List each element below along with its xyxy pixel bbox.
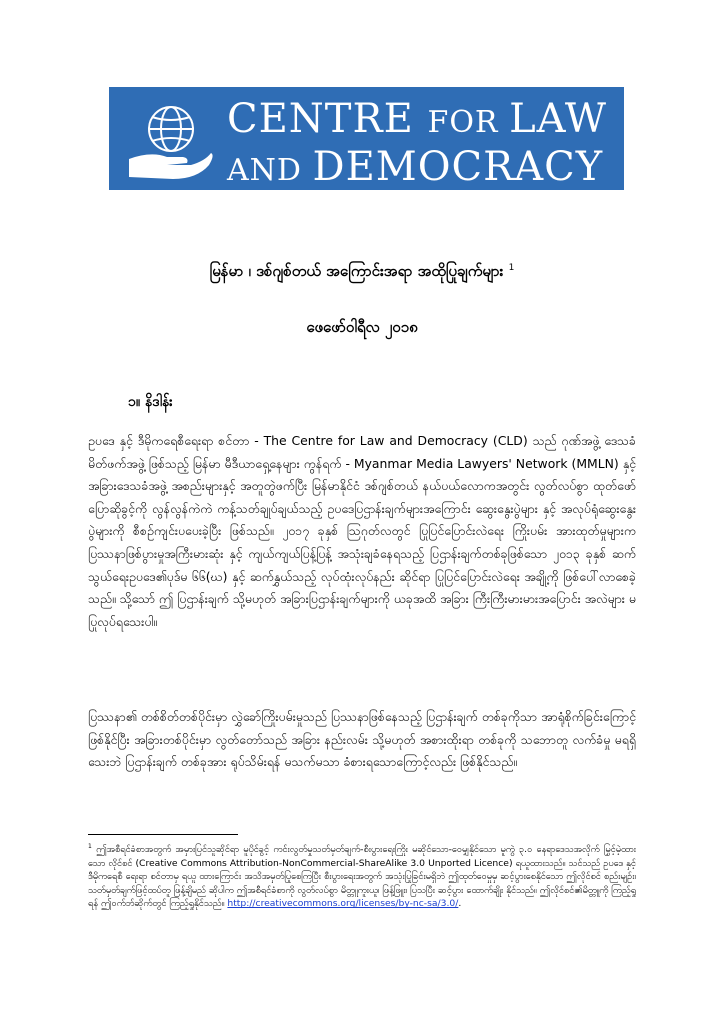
logo-word-and: AND <box>227 153 313 188</box>
footnote-divider <box>88 834 238 835</box>
document-title <box>0 262 724 284</box>
footnote-mark: 1 <box>88 843 92 850</box>
section-heading-introduction: ၁။ နိဒါန်း <box>128 394 173 410</box>
footnote-license-link[interactable]: http://creativecommons.org/licenses/by-nc-sa/3.0/ <box>227 898 459 910</box>
logo-word-democracy: DEMOCRACY <box>312 144 604 190</box>
logo-word-for: FOR <box>427 105 510 140</box>
logo-wordmark <box>227 97 617 190</box>
document-title-text: မြန်မာ ၊ ဒစ်ဂျစ်တယ် အကြောင်းအရာ အထိုပြုချက်များ <box>209 262 504 280</box>
logo-word-centre: CENTRE <box>227 96 428 142</box>
title-footnote-mark: 1 <box>508 263 515 273</box>
document-date: ဖေဖော်ဝါရီလ ၂၀၁၈ <box>306 318 418 336</box>
footnote-end: . <box>458 898 462 910</box>
paragraph-1: ဥပဒေ နှင့် ဒီမိုကရေစီရေးရာ စင်တာ - The Centre for Law and Democracy (CLD) သည် ဂုဏ်အဖွဲ့ ဒေသခံမိတ်ဖက်အဖွဲ့ ဖြစ်သည့် မြန်မာ မီဒီယာရှေ့နေများ ကွန်ရက် - Myanmar Media Lawyers' Network (MMLN) နှင့် အခြားဒေသခံအဖွဲ့ အစည်းများနှင့် အတူတွဲဖက်ပြီး မြန်မာနိုင်ငံ ဒစ်ဂျစ်တယ် နယ်ပယ်လောကအတွင်း လွတ်လပ်စွာ ထုတ်ဖော်ပြောဆိုခွင့်ကို လွန်လွန်ကဲကဲ ကန့်သတ်ချုပ်ချယ်သည့် ဥပဒေပြဌာန်းချက်များအကြောင်း ဆွေးနွေးပွဲများ နှင့် အလုပ်ရုံဆွေးနွေးပွဲများကို စီစဉ်ကျင်းပပေးခဲ့ပြီး ဖြစ်သည်။ ၂၀၁၇ ခုနှစ် သြဂုတ်လတွင် ပြုပြင်ပြောင်းလဲရေး ကြိုးပမ်း အားထုတ်မှုများက ပြဿနာဖြစ်ပွားမှုအကြီးမားဆုံး နှင့် ကျယ်ကျယ်ပြန့်ပြန့် အသုံးချခံနေရသည့် ပြဌာန်းချက်တစ်ခုဖြစ်သော ၂၀၁၃ ခုနှစ် ဆက်သွယ်ရေးဥပဒေ၏ပုဒ်မ ၆၆(ဃ) နှင့် ဆက်နွှယ်သည့် လုပ်ထုံးလုပ်နည်း ဆိုင်ရာ ပြုပြင်ပြောင်းလဲရေး အချို့ကို ဖြစ်ပေါ်လာစေခဲ့သည်။ သို့သော် ဤ ပြဌာန်းချက် သို့မဟုတ် အခြားပြဌာန်းချက်များကို ယခုအထိ အခြား ကြီးကြီးမားမားအပြောင်း အလဲများ မပြုလုပ်ရသေးပါ။ <box>88 433 636 629</box>
logo-word-law: LAW <box>509 96 608 142</box>
footnote-text: ဤအစီရင်ခံစာအတွက် အမှားပြင်သူဆိုင်ရာ မူပိုင်ခွင့် ကင်းလွတ်မှုသတ်မှတ်ချက်-စီးပွားရေးကြိုး မဆိုင်သော-ဝေမျှနိုင်သော မူကွဲ ၃.၀ နေရာဒေသအလိုက် မြှင့်မဲ့ထားသော လိုင်စင် (Creative Commons Attribution-NonCommercial-ShareAlike 3.0 Unported Licence) ရယူထားသည်။ သင်သည် ဥပဒေ နှင့် ဒီမိုကရေစီ ရေးရာ စင်တာမှ ရယူ ထားကြောင်း အသိအမှတ်ပြုစေကြပြီး စီးပွားရေးအတွက် အသုံးပြုခြင်းမရှိဘဲ ဤထုတ်ဝေမှုမှ ဆင့်ပွားစေနိုင်သော ဤလိုင်စင် စည်းမျဉ်း၊ သတ်မှတ်ချက်ဖြင့်ထပ်တူ ဖြန့်ချိမည် ဆိုပါက ဤအစီရင်ခံစာကို လွတ်လပ်စွာ မိတ္တူကူးယူ၊ ဖြန့်ဖြူး၊ ပြသပြီး ဆင့်ပွား ထောက်ချိုး နိုင်သည်။ ဤလိုင်စင်၏မိတ္တူကို ကြည့်ရှုရန် ဤဝက်ဘ်ဆိုက်တွင် ကြည့်ရှုနိုင်သည်။ <box>88 844 636 910</box>
cld-logo-banner <box>109 87 624 190</box>
footnote <box>88 840 636 911</box>
hand-holding-globe-icon <box>121 95 217 183</box>
paragraph-2: ပြဿနာ၏ တစ်စိတ်တစ်ပိုင်းမှာ လွှဲခော်ကြိုးပမ်းမှုသည် ပြဿနာဖြစ်နေသည့် ပြဌာန်းချက် တစ်ခုကိုသာ အာရုံစိုက်ခြင်းကြောင့် ဖြစ်နိုင်ပြီး အခြားတစ်ပိုင်းမှာ လွတ်တော်သည် အခြား နည်းလမ်း သို့မဟုတ် အစားထိုးရာ တစ်ခုကို သဘောတူ လက်ခံမှု မရရှိသေးဘဲ ပြဌာန်းချက် တစ်ခုအား ရုပ်သိမ်းရန် မသက်မသာ ခံစားရသောကြောင့်လည်း ဖြစ်နိုင်သည်။ <box>88 709 636 770</box>
